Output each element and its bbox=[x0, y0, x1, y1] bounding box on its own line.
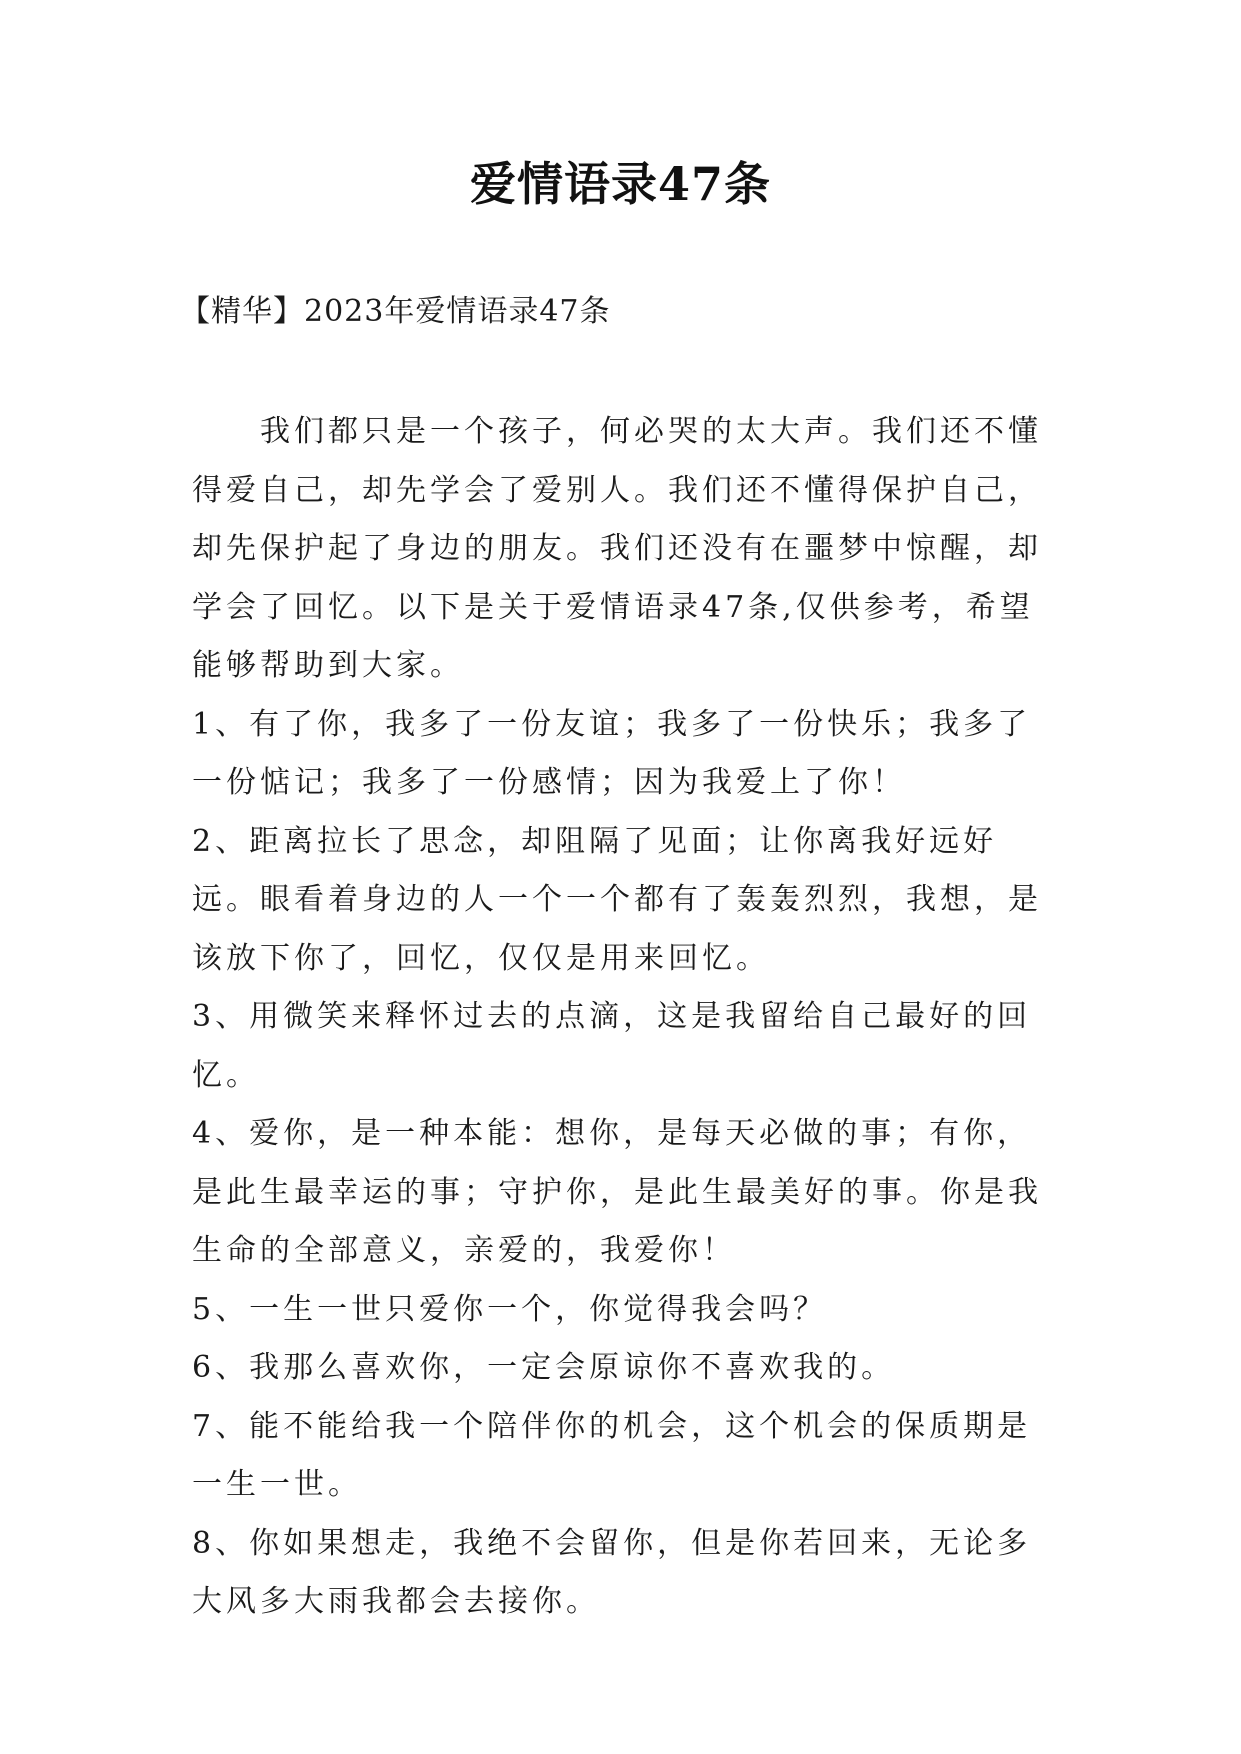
document-title: 爱情语录47条 bbox=[469, 157, 771, 211]
document-body bbox=[192, 403, 1062, 1632]
quote-item: 8、你如果想走，我绝不会留你，但是你若回来，无论多大风多大雨我都会去接你。 bbox=[192, 1525, 1032, 1619]
quote-item: 5、一生一世只爱你一个，你觉得我会吗？ bbox=[192, 1291, 828, 1327]
quote-item: 3、用微笑来释怀过去的点滴，这是我留给自己最好的回忆。 bbox=[192, 999, 1032, 1093]
quote-item: 1、有了你，我多了一份友谊；我多了一份快乐；我多了一份惦记；我多了一份感情；因为我爱上了你！ bbox=[192, 706, 1032, 800]
quote-item: 4、爱你，是一种本能：想你，是每天必做的事；有你，是此生最幸运的事；守护你，是此生最美好的事。你是我生命的全部意义，亲爱的，我爱你！ bbox=[192, 1116, 1042, 1268]
document-subtitle: 【精华】2023年爱情语录47条 bbox=[180, 294, 611, 329]
quote-item: 2、距离拉长了思念，却阻隔了见面；让你离我好远好远。眼看着身边的人一个一个都有了轰轰烈烈，我想，是该放下你了，回忆，仅仅是用来回忆。 bbox=[192, 823, 1042, 976]
intro-paragraph: 我们都只是一个孩子，何必哭的太大声。我们还不懂得爱自己，却先学会了爱别人。我们还不懂得保护自己，却先保护起了身边的朋友。我们还没有在噩梦中惊醒，却学会了回忆。以下是关于爱情语录47条,仅供参考，希望能够帮助到大家。 bbox=[192, 414, 1042, 683]
quote-item: 7、能不能给我一个陪伴你的机会，这个机会的保质期是一生一世。 bbox=[192, 1408, 1032, 1502]
quote-item: 6、我那么喜欢你，一定会原谅你不喜欢我的。 bbox=[192, 1350, 896, 1385]
